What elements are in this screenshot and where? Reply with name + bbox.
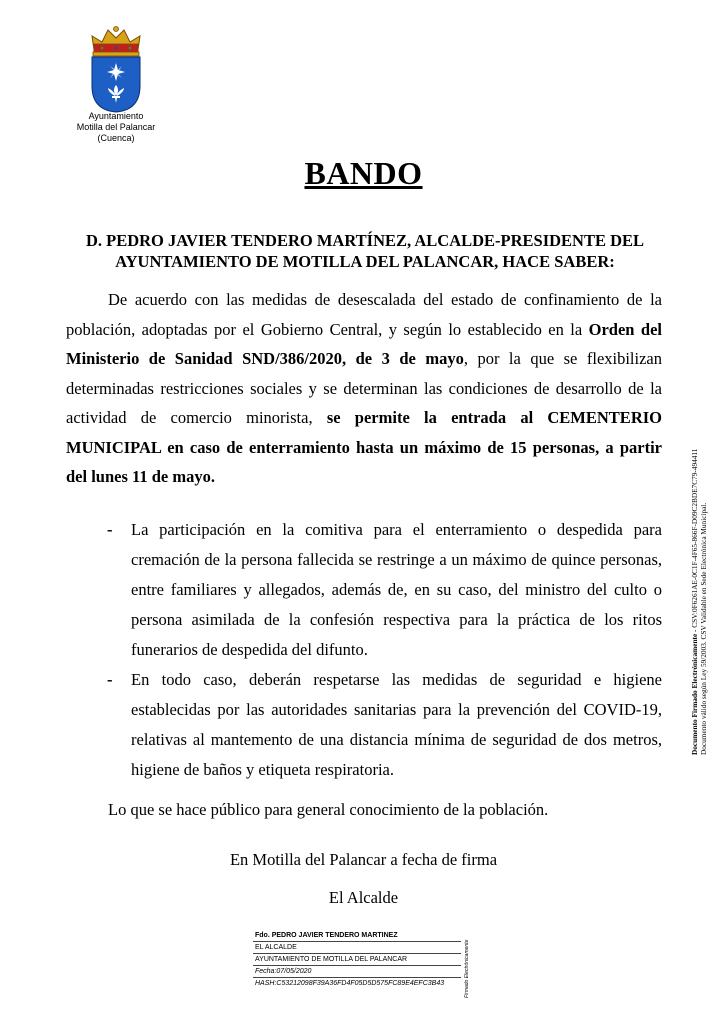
coat-of-arms-icon [84,24,148,114]
list-item [107,665,662,785]
vertical-label-text: Firmado Electrónicamente [464,939,470,998]
place-and-date: En Motilla del Palancar a fecha de firma [229,850,498,869]
signer-role: EL ALCALDE [253,942,461,954]
mayor-heading [60,230,670,272]
cemetery-announcement: se permite la entrada al CEMENTERIO MUNICIPAL en caso de enterramiento hasta un máximo de 15 personas, a partir del lunes 11 de mayo. [66,408,662,486]
conditions-list [107,515,662,785]
bullet-dash: - [107,520,113,539]
signer-title: El Alcalde [328,888,399,907]
heading-line: D. PEDRO JAVIER TENDERO MARTÍNEZ, ALCALDE-PRESIDENTE DEL [85,231,645,250]
order-reference: Orden del Ministerio de Sanidad SND/386/2020, de 3 de mayo [66,319,662,368]
signature-date: Fecha:07/05/2020 [253,966,461,978]
signer-organization: AYUNTAMIENTO DE MOTILLA DEL PALANCAR [253,954,461,966]
caption-line: Ayuntamiento [88,111,144,121]
csv-code: - CSV:0F6261AE-0C1F-4F65-866F-D09C2BDE7C79-494411 [690,448,699,634]
csv-verification-note [690,425,720,755]
document-title: BANDO [304,155,423,191]
signature-hash: HASH:C53212098F39A36FD4F05D5D575FC89E4EFC3B43 [255,980,445,987]
electronic-signature-block [253,930,461,989]
main-paragraph [66,285,662,492]
closing-statement: Lo que se hace público para general conocimiento de la población. [108,800,549,819]
caption-line: Motilla del Palancar [76,122,156,132]
csv-line [690,425,699,755]
paragraph-text: De acuerdo con las medidas de desescalada del estado de confinamiento de la población, adoptadas por el Gobierno Central, y según lo establecido en la [66,290,662,339]
heading-line: AYUNTAMIENTO DE MOTILLA DEL PALANCAR, HACE SABER: [115,252,615,271]
list-item-text: En todo caso, deberán respetarse las medidas de seguridad e higiene establecidas por las autoridades sanitarias para la prevención del COVID-19, relativas al mantemento de una distancia mínima de seguridad de dos metros, higiene de baños y etiqueta respiratoria. [131,670,662,779]
signer-name: Fdo. PEDRO JAVIER TENDERO MARTINEZ [253,930,461,942]
csv-validity-line: Documento válido según Ley 59/2003. CSV Validable en Sede Electrónica Municipal. [699,502,708,755]
bullet-dash: - [107,670,113,689]
list-item [107,515,662,665]
paragraph-text: , por la que se flexibilizan determinadas restricciones sociales y se determinan las condiciones de desarrollo de la actividad de comercio minorista, [66,349,663,427]
municipality-caption [56,111,176,144]
csv-label: Documento Firmado Electrónicamente [690,633,699,755]
list-item-text: La participación en la comitiva para el enterramiento o despedida para cremación de la persona fallecida se restringe a un máximo de quince personas, entre familiares y allegados, además de, en su caso, del ministro del culto o persona asimilada de la confesión respectiva para la práctica de los ritos funerarios de despedida del difunto. [131,520,662,659]
signature-vertical-label [464,938,474,998]
caption-line: (Cuenca) [97,133,135,143]
